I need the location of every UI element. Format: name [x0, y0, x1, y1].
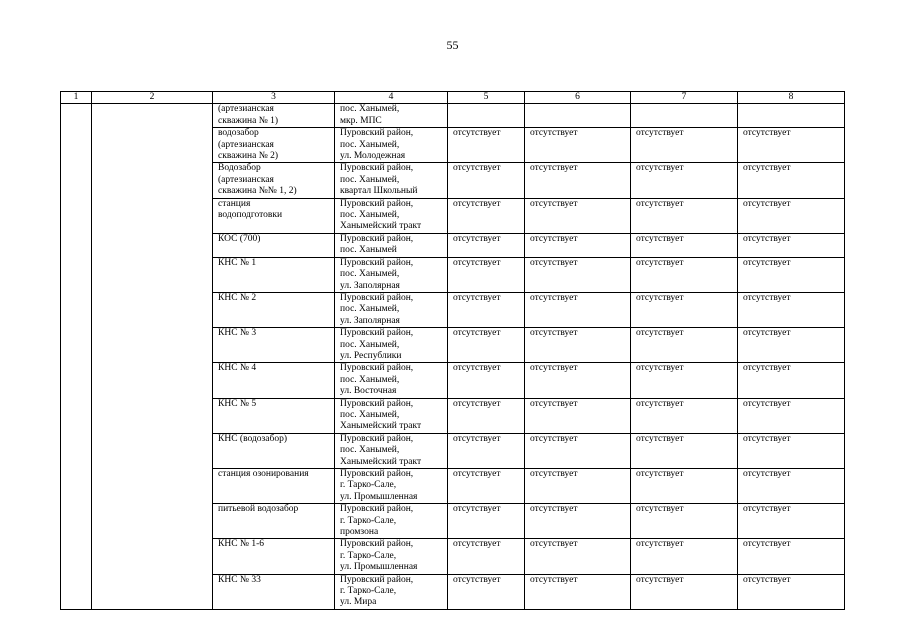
- status-cell: отсутствует: [631, 433, 738, 468]
- status-cell: отсутствует: [525, 574, 631, 609]
- address-cell: [335, 363, 448, 398]
- table-row: [61, 104, 845, 128]
- address-line: ул. Восточная: [340, 386, 397, 397]
- facility-name-line: (артезианская: [218, 174, 274, 185]
- status-cell: отсутствует: [631, 504, 738, 539]
- address-line: Пуровский район,: [340, 363, 414, 374]
- address-line: мкр. МПС: [340, 115, 382, 126]
- facilities-table: [60, 91, 845, 610]
- facility-name-line: питьевой водозабор: [218, 504, 299, 515]
- status-cell: отсутствует: [448, 292, 525, 327]
- row-number-cell: [61, 104, 92, 609]
- facility-name-line: КНС № 33: [218, 574, 261, 585]
- facility-name-cell: [213, 328, 335, 363]
- status-cell: отсутствует: [631, 574, 738, 609]
- column-header: 5: [448, 92, 525, 104]
- facility-name-line: КНС (водозабор): [218, 433, 288, 444]
- address-line: квартал Школьный: [340, 186, 418, 197]
- address-line: Ханымейский тракт: [340, 221, 422, 232]
- address-line: пос. Ханымей,: [340, 104, 400, 115]
- status-cell: отсутствует: [525, 433, 631, 468]
- facility-name-line: КНС № 3: [218, 328, 257, 339]
- address-line: Пуровский район,: [340, 198, 414, 209]
- status-cell: отсутствует: [738, 539, 845, 574]
- status-cell: отсутствует: [738, 163, 845, 198]
- status-cell: отсутствует: [525, 504, 631, 539]
- facility-name-cell: [213, 574, 335, 609]
- address-line: Пуровский район,: [340, 328, 414, 339]
- address-cell: [335, 469, 448, 504]
- facility-name-line: КНС № 5: [218, 398, 257, 409]
- status-cell: отсутствует: [448, 504, 525, 539]
- address-cell: [335, 104, 448, 128]
- address-cell: [335, 398, 448, 433]
- facility-name-cell: [213, 469, 335, 504]
- status-cell: отсутствует: [631, 128, 738, 163]
- facility-name-cell: [213, 363, 335, 398]
- status-cell: отсутствует: [525, 233, 631, 257]
- status-cell: отсутствует: [631, 292, 738, 327]
- address-line: г. Тарко-Сале,: [340, 586, 397, 597]
- address-line: ул. Промышленная: [340, 562, 418, 573]
- status-cell: отсутствует: [738, 257, 845, 292]
- status-cell: отсутствует: [631, 257, 738, 292]
- status-cell: отсутствует: [631, 233, 738, 257]
- address-line: ул. Заполярная: [340, 315, 400, 326]
- status-cell: отсутствует: [448, 539, 525, 574]
- address-cell: [335, 433, 448, 468]
- status-cell: отсутствует: [738, 292, 845, 327]
- facility-name-line: КНС № 1: [218, 257, 257, 268]
- address-line: ул. Республики: [340, 350, 402, 361]
- facility-name-cell: [213, 198, 335, 233]
- status-cell: отсутствует: [525, 539, 631, 574]
- status-cell: отсутствует: [738, 433, 845, 468]
- table-body: [61, 92, 845, 610]
- address-line: Пуровский район,: [340, 469, 414, 479]
- status-cell: отсутствует: [631, 469, 738, 504]
- status-cell: отсутствует: [631, 539, 738, 574]
- address-line: пос. Ханымей,: [340, 445, 400, 456]
- address-line: Пуровский район,: [340, 163, 414, 174]
- status-cell: отсутствует: [448, 163, 525, 198]
- status-cell: отсутствует: [448, 257, 525, 292]
- address-cell: [335, 163, 448, 198]
- address-line: ул. Промышленная: [340, 491, 418, 502]
- address-line: Пуровский район,: [340, 128, 414, 139]
- address-line: пос. Ханымей,: [340, 269, 400, 280]
- status-cell: отсутствует: [525, 163, 631, 198]
- status-cell: отсутствует: [525, 328, 631, 363]
- address-line: г. Тарко-Сале,: [340, 550, 397, 561]
- status-cell: отсутствует: [738, 469, 845, 504]
- status-cell: отсутствует: [448, 328, 525, 363]
- facility-name-line: скважина №№ 1, 2): [218, 186, 297, 197]
- address-line: г. Тарко-Сале,: [340, 480, 397, 491]
- status-cell: отсутствует: [448, 574, 525, 609]
- status-cell: отсутствует: [738, 233, 845, 257]
- address-cell: [335, 292, 448, 327]
- address-line: ул. Мира: [340, 597, 377, 608]
- status-cell: отсутствует: [738, 198, 845, 233]
- status-cell: отсутствует: [631, 198, 738, 233]
- address-line: пос. Ханымей,: [340, 409, 400, 420]
- facility-name-line: КОС (700): [218, 233, 261, 244]
- status-cell: [631, 104, 738, 128]
- address-line: Пуровский район,: [340, 539, 414, 550]
- address-cell: [335, 257, 448, 292]
- column-header: 6: [525, 92, 631, 104]
- address-line: пос. Ханымей,: [340, 174, 400, 185]
- facility-name-cell: [213, 128, 335, 163]
- address-cell: [335, 233, 448, 257]
- address-line: пос. Ханымей: [340, 245, 397, 256]
- column-header: 2: [92, 92, 213, 104]
- status-cell: отсутствует: [738, 504, 845, 539]
- status-cell: отсутствует: [448, 433, 525, 468]
- facility-name-cell: [213, 104, 335, 128]
- status-cell: [525, 104, 631, 128]
- status-cell: отсутствует: [631, 398, 738, 433]
- column-header: 4: [335, 92, 448, 104]
- status-cell: отсутствует: [448, 128, 525, 163]
- status-cell: отсутствует: [525, 198, 631, 233]
- facility-name-line: КНС № 4: [218, 363, 257, 374]
- facility-name-line: станция озонирования: [218, 469, 309, 479]
- facility-name-cell: [213, 504, 335, 539]
- facility-name-line: (артезианская: [218, 139, 274, 150]
- status-cell: отсутствует: [525, 128, 631, 163]
- column-header: 8: [738, 92, 845, 104]
- status-cell: отсутствует: [525, 257, 631, 292]
- facility-name-cell: [213, 398, 335, 433]
- status-cell: отсутствует: [738, 128, 845, 163]
- column-header: 3: [213, 92, 335, 104]
- status-cell: отсутствует: [631, 328, 738, 363]
- status-cell: отсутствует: [525, 363, 631, 398]
- facility-name-cell: [213, 257, 335, 292]
- address-cell: [335, 128, 448, 163]
- address-cell: [335, 198, 448, 233]
- facility-name-line: КНС № 1-6: [218, 539, 265, 550]
- address-line: пос. Ханымей,: [340, 210, 400, 221]
- address-line: пос. Ханымей,: [340, 339, 400, 350]
- status-cell: отсутствует: [738, 363, 845, 398]
- status-cell: отсутствует: [525, 398, 631, 433]
- column-header: 1: [61, 92, 92, 104]
- address-line: ул. Молодежная: [340, 151, 406, 162]
- address-line: ул. Заполярная: [340, 280, 400, 291]
- status-cell: [738, 104, 845, 128]
- address-line: г. Тарко-Сале,: [340, 515, 397, 526]
- address-line: Ханымейский тракт: [340, 456, 422, 467]
- facility-name-line: скважина № 2): [218, 151, 279, 162]
- page-number: 55: [446, 38, 459, 52]
- status-cell: [448, 104, 525, 128]
- column-header: 7: [631, 92, 738, 104]
- address-line: пос. Ханымей,: [340, 374, 400, 385]
- facility-name-cell: [213, 163, 335, 198]
- address-cell: [335, 504, 448, 539]
- facility-name-line: КНС № 2: [218, 292, 257, 303]
- address-line: Пуровский район,: [340, 257, 414, 268]
- table-header-row: [61, 92, 845, 104]
- status-cell: отсутствует: [738, 328, 845, 363]
- address-cell: [335, 539, 448, 574]
- address-line: Ханымейский тракт: [340, 421, 422, 432]
- address-line: пос. Ханымей,: [340, 304, 400, 315]
- group-cell: [92, 104, 213, 609]
- status-cell: отсутствует: [525, 469, 631, 504]
- status-cell: отсутствует: [448, 233, 525, 257]
- address-line: Пуровский район,: [340, 233, 414, 244]
- facility-name-cell: [213, 433, 335, 468]
- address-line: пос. Ханымей,: [340, 139, 400, 150]
- facility-name-line: Водозабор: [218, 163, 261, 174]
- status-cell: отсутствует: [448, 469, 525, 504]
- status-cell: отсутствует: [738, 398, 845, 433]
- status-cell: отсутствует: [448, 363, 525, 398]
- status-cell: отсутствует: [448, 198, 525, 233]
- status-cell: отсутствует: [738, 574, 845, 609]
- facility-name-cell: [213, 292, 335, 327]
- status-cell: отсутствует: [631, 363, 738, 398]
- facility-name-line: станция: [218, 198, 251, 209]
- facility-name-line: водоподготовки: [218, 210, 283, 221]
- facility-name-line: (артезианская: [218, 104, 274, 115]
- address-line: Пуровский район,: [340, 292, 414, 303]
- address-line: Пуровский район,: [340, 504, 414, 515]
- address-line: Пуровский район,: [340, 574, 414, 585]
- facility-name-line: водозабор: [218, 128, 259, 139]
- status-cell: отсутствует: [525, 292, 631, 327]
- address-cell: [335, 574, 448, 609]
- address-cell: [335, 328, 448, 363]
- address-line: Пуровский район,: [340, 398, 414, 409]
- facility-name-line: скважина № 1): [218, 115, 279, 126]
- address-line: промзона: [340, 527, 379, 538]
- status-cell: отсутствует: [631, 163, 738, 198]
- status-cell: отсутствует: [448, 398, 525, 433]
- facility-name-cell: [213, 233, 335, 257]
- facility-name-cell: [213, 539, 335, 574]
- address-line: Пуровский район,: [340, 433, 414, 444]
